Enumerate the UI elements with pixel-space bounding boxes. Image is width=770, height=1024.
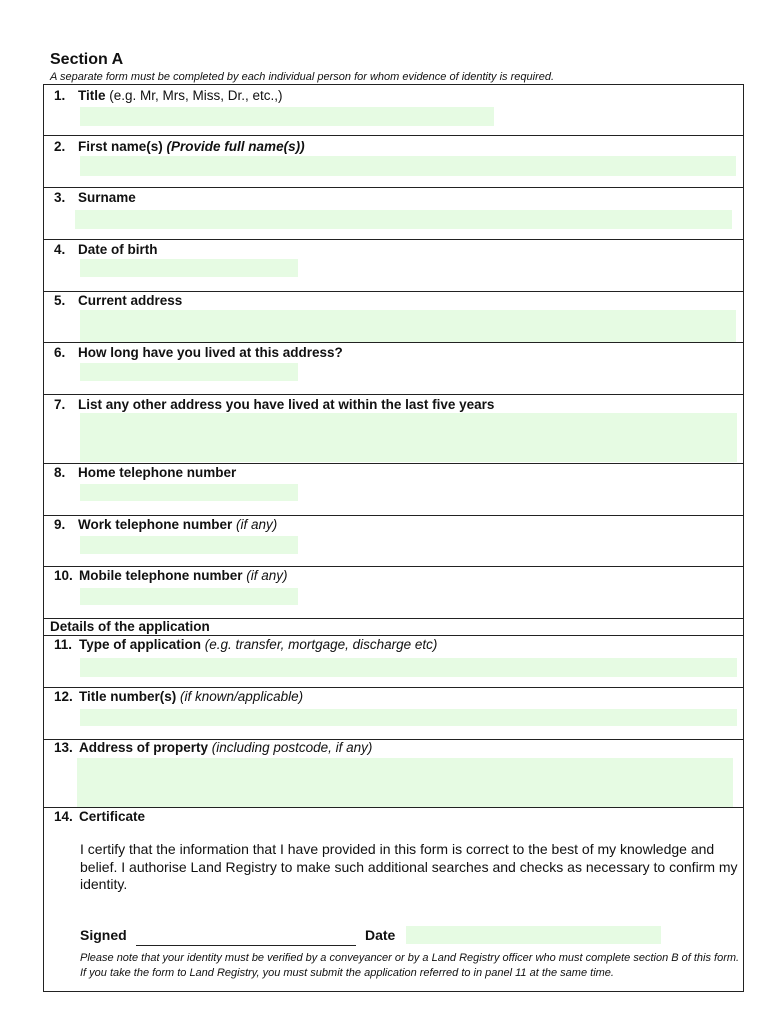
question-hint: (if any) <box>246 568 288 583</box>
question-hint: (e.g. transfer, mortgage, discharge etc) <box>204 637 438 652</box>
details-heading: Details of the application <box>50 619 210 634</box>
date-input[interactable] <box>406 926 661 944</box>
row-divider <box>44 635 743 636</box>
question-title: 1. Title (e.g. Mr, Mrs, Miss, Dr., etc.,) <box>54 88 283 103</box>
question-application-type: 11. Type of application (e.g. transfer, mortgage, discharge etc) <box>54 637 438 652</box>
question-hint: (including postcode, if any) <box>211 740 373 755</box>
section-title: Section A <box>50 51 124 68</box>
signature-line[interactable] <box>136 945 356 946</box>
row-divider <box>44 239 743 240</box>
previous-addresses-input[interactable] <box>80 413 737 462</box>
time-at-address-input[interactable] <box>80 363 298 381</box>
work-phone-input[interactable] <box>80 536 298 554</box>
date-of-birth-input[interactable] <box>80 259 298 277</box>
application-type-input[interactable] <box>80 658 737 677</box>
row-divider <box>44 807 743 808</box>
question-property-address: 13. Address of property (including postcode, if any) <box>54 740 373 755</box>
row-divider <box>44 342 743 343</box>
row-divider <box>44 566 743 567</box>
question-title-numbers: 12. Title number(s) (if known/applicable) <box>54 689 304 704</box>
question-hint: (e.g. Mr, Mrs, Miss, Dr., etc.,) <box>109 88 283 103</box>
row-divider <box>44 187 743 188</box>
question-time-at-address: 6. How long have you lived at this address? <box>54 345 343 360</box>
question-date-of-birth: 4. Date of birth <box>54 242 158 257</box>
mobile-phone-input[interactable] <box>80 588 298 605</box>
property-address-input[interactable] <box>77 758 733 807</box>
question-previous-addresses: 7. List any other address you have lived at within the last five years <box>54 397 495 412</box>
question-hint: (Provide full name(s)) <box>166 139 305 154</box>
row-divider <box>44 394 743 395</box>
home-phone-input[interactable] <box>80 484 298 501</box>
question-home-phone: 8. Home telephone number <box>54 465 237 480</box>
date-label: Date <box>365 927 396 943</box>
certificate-text: I certify that the information that I have provided in this form is correct to the best of my knowledge and belief. I authorise Land Registry to make such additional searches and checks as necessary to confirm my identity. <box>80 841 738 892</box>
row-divider <box>44 463 743 464</box>
identity-form <box>43 84 744 992</box>
current-address-input[interactable] <box>80 310 736 342</box>
question-current-address: 5. Current address <box>54 293 183 308</box>
first-names-input[interactable] <box>80 156 736 176</box>
question-mobile-phone: 10. Mobile telephone number (if any) <box>54 568 288 583</box>
section-subtitle: A separate form must be completed by each individual person for whom evidence of identity is required. <box>50 71 555 83</box>
question-hint: (if known/applicable) <box>180 689 304 704</box>
row-divider <box>44 291 743 292</box>
row-divider <box>44 687 743 688</box>
row-divider <box>44 135 743 136</box>
row-divider <box>44 515 743 516</box>
title-numbers-input[interactable] <box>80 709 737 726</box>
question-hint: (if any) <box>236 517 278 532</box>
question-first-names: 2. First name(s) (Provide full name(s)) <box>54 139 305 154</box>
question-work-phone: 9. Work telephone number (if any) <box>54 517 278 532</box>
title-input[interactable] <box>80 107 494 126</box>
verification-note: Please note that your identity must be verified by a conveyancer or by a Land Registry officer who must complete section B of this form. If you take the form to Land Registry, you must submit the application referred to in panel 11 at the same time. <box>80 952 740 979</box>
question-certificate: 14. Certificate <box>54 809 146 824</box>
signed-label: Signed <box>80 927 127 943</box>
surname-input[interactable] <box>75 210 732 229</box>
question-surname: 3. Surname <box>54 190 136 205</box>
